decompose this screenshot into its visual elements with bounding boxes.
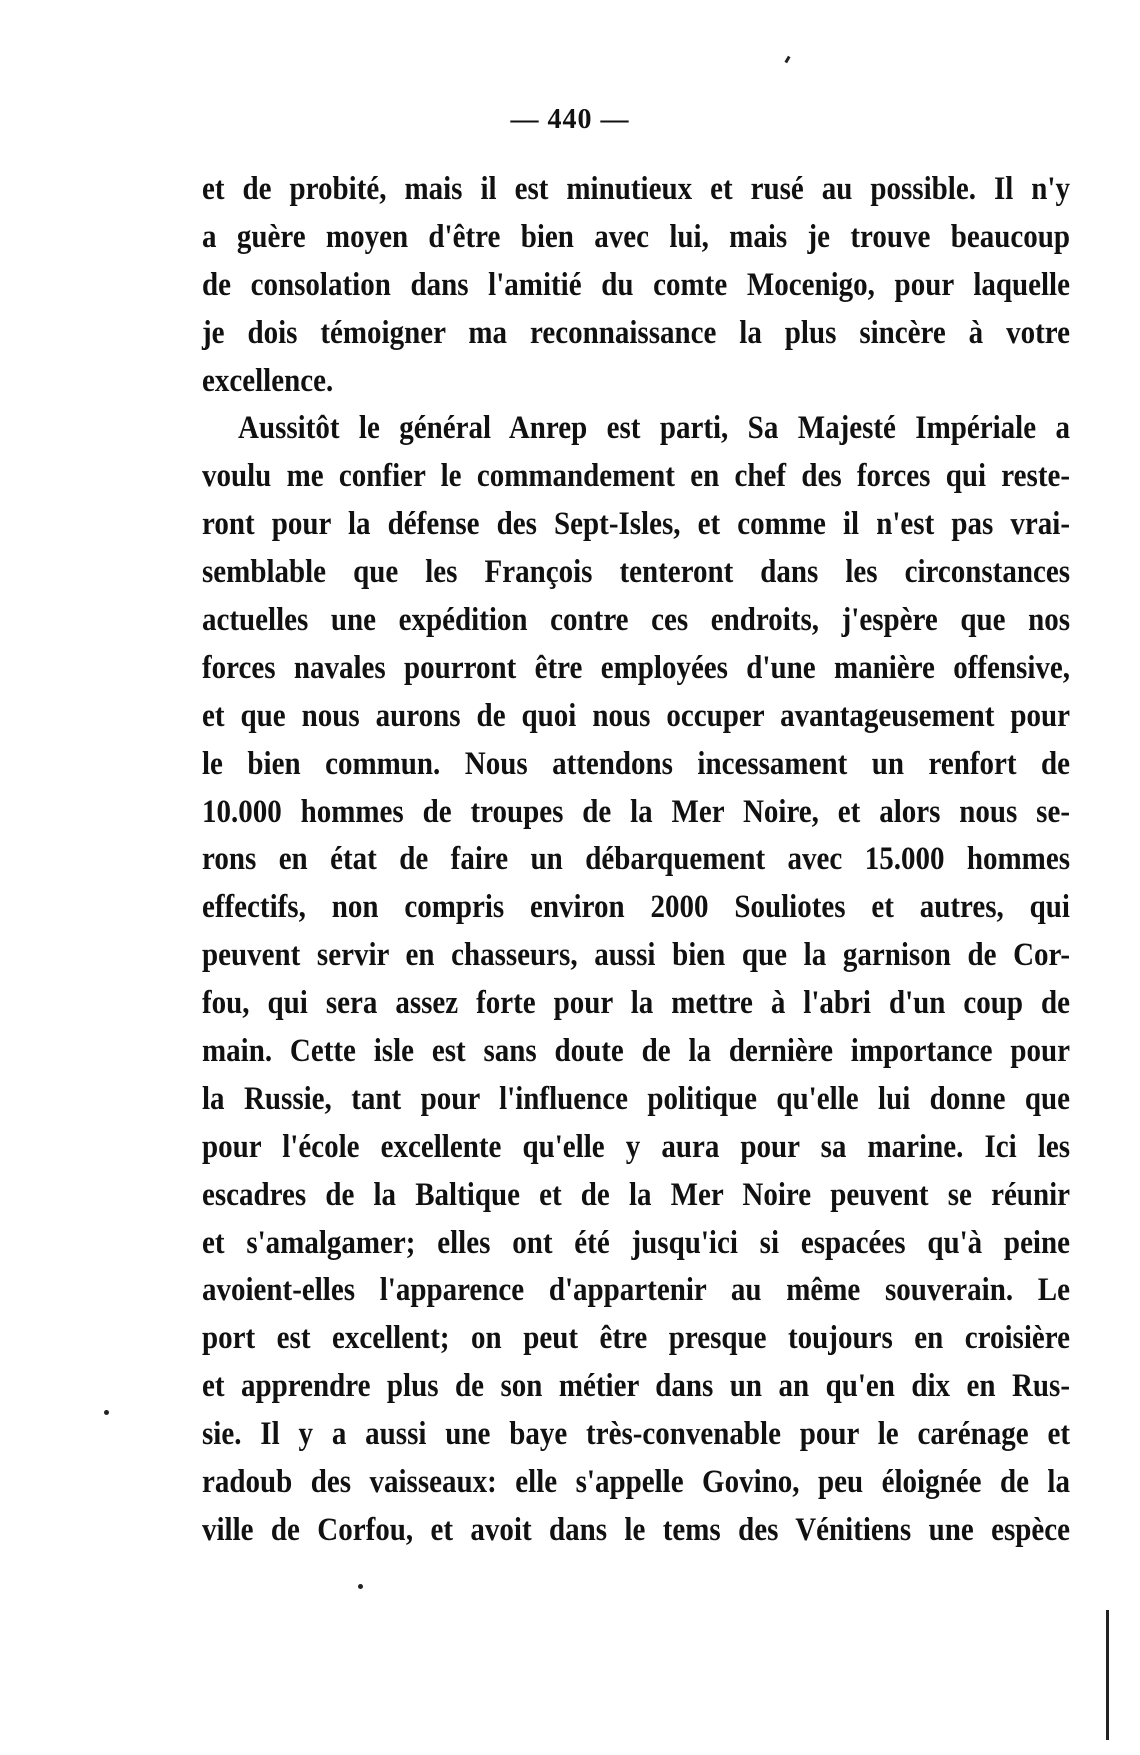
text-line: sie. Il y a aussi une baye très-convenable pour le carénage et: [202, 1416, 1070, 1452]
text-line: voulu me confier le commandement en chef des forces qui reste-: [202, 458, 1070, 495]
text-line: avoient-elles l'apparence d'appartenir au même souverain. Le: [202, 1272, 1070, 1309]
text-line: de consolation dans l'amitié du comte Mocenigo, pour laquelle: [202, 266, 1070, 303]
text-line: fou, qui sera assez forte pour la mettre à l'abri d'un coup de: [202, 985, 1070, 1021]
text-line: peuvent servir en chasseurs, aussi bien que la garnison de Cor-: [202, 937, 1070, 974]
scan-speck: [784, 56, 790, 64]
text-line: a guère moyen d'être bien avec lui, mais je trouve beaucoup: [202, 218, 1070, 255]
text-line: pour l'école excellente qu'elle y aura pour sa marine. Ici les: [202, 1128, 1070, 1165]
text-line: Aussitôt le général Anrep est parti, Sa Majesté Impériale a: [238, 410, 1070, 447]
scan-speck: [104, 1410, 109, 1415]
text-line: excellence.: [202, 362, 334, 399]
scan-speck: [358, 1584, 363, 1589]
text-line: je dois témoigner ma reconnaissance la plus sincère à votre: [202, 314, 1070, 351]
text-line: rons en état de faire un débarquement avec 15.000 hommes: [202, 841, 1070, 878]
text-line: escadres de la Baltique et de la Mer Noire peuvent se réunir: [202, 1176, 1070, 1213]
text-line: la Russie, tant pour l'influence politique qu'elle lui donne que: [202, 1080, 1070, 1117]
page-body-text: [202, 166, 1070, 1555]
text-line: forces navales pourront être employées d'une manière offensive,: [202, 649, 1070, 686]
text-line: 10.000 hommes de troupes de la Mer Noire, et alors nous se-: [202, 793, 1070, 830]
text-line: semblable que les François tenteront dans les circonstances: [202, 554, 1070, 590]
text-line: ront pour la défense des Sept-Isles, et comme il n'est pas vrai-: [202, 506, 1070, 543]
text-line: ville de Corfou, et avoit dans le tems des Vénitiens une espèce: [202, 1511, 1070, 1548]
text-line: et s'amalgamer; elles ont été jusqu'ici si espacées qu'à peine: [202, 1224, 1070, 1261]
page-number: — 440 —: [510, 104, 630, 135]
text-line: effectifs, non compris environ 2000 Souliotes et autres, qui: [202, 889, 1070, 926]
text-line: le bien commun. Nous attendons incessament un renfort de: [202, 745, 1070, 782]
scan-edge-mark: [1106, 1610, 1109, 1740]
text-line: radoub des vaisseaux: elle s'appelle Govino, peu éloignée de la: [202, 1464, 1070, 1500]
text-line: actuelles une expédition contre ces endroits, j'espère que nos: [202, 601, 1070, 638]
text-line: et que nous aurons de quoi nous occuper avantageusement pour: [202, 697, 1070, 734]
text-line: port est excellent; on peut être presque toujours en croisière: [202, 1320, 1070, 1357]
text-line: main. Cette isle est sans doute de la dernière importance pour: [202, 1032, 1070, 1069]
text-line: et apprendre plus de son métier dans un an qu'en dix en Rus-: [202, 1368, 1070, 1405]
text-line: et de probité, mais il est minutieux et rusé au possible. Il n'y: [202, 170, 1070, 207]
